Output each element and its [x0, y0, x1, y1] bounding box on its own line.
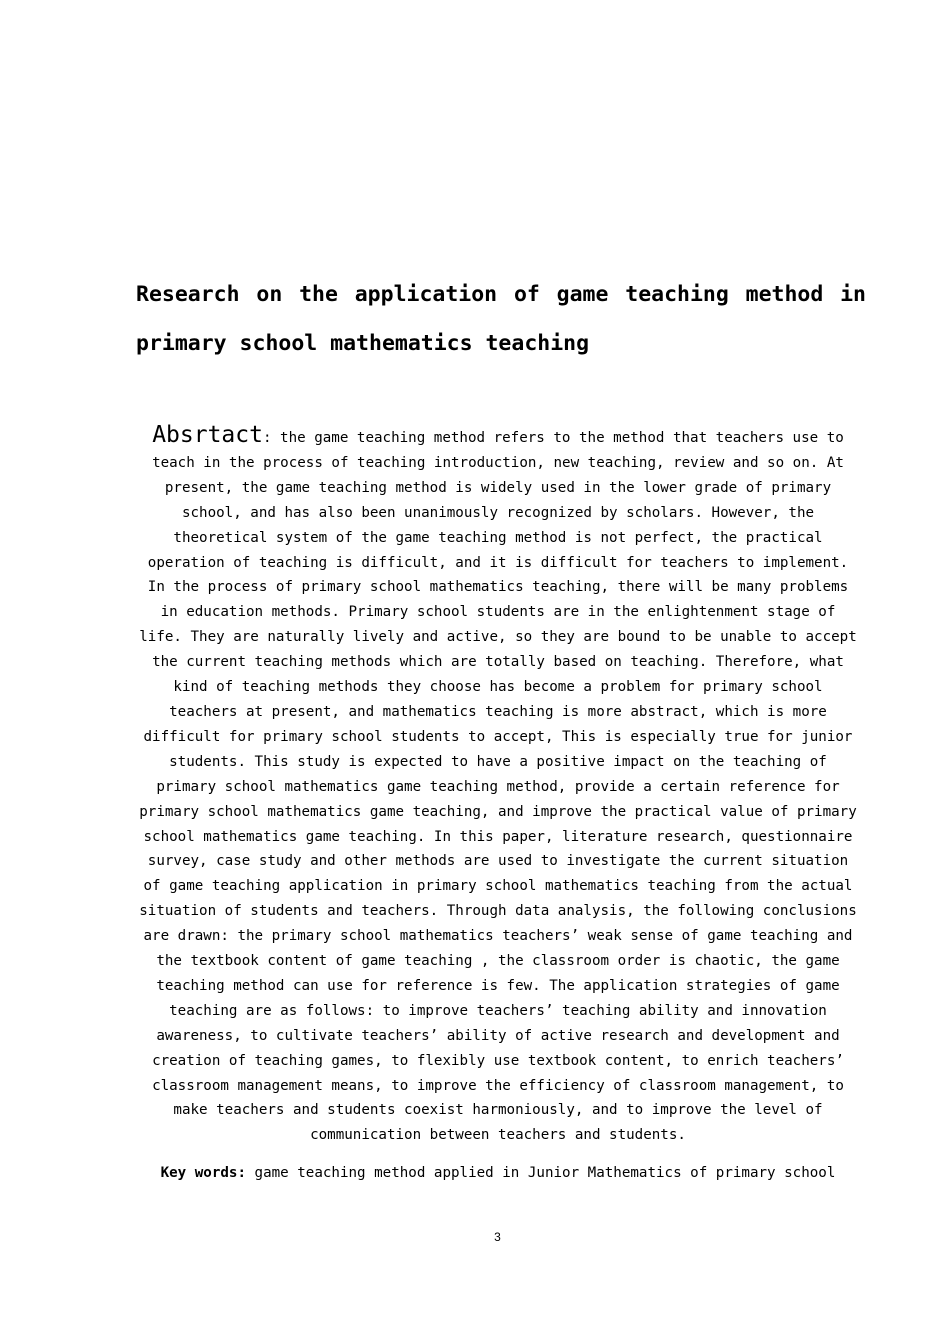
- abstract-paragraph: [136, 423, 860, 1148]
- keywords-label: Key words:: [160, 1165, 247, 1181]
- page-number: 3: [494, 1230, 501, 1244]
- abstract-separator: :: [262, 430, 272, 446]
- abstract-text: the game teaching method refers to the method that teachers use to teach in the process of teaching introduction, new teaching, review and so on. At present, the game teaching method is widely used in the lower grade of primary school, and has also been unanimously recognized by scholars. However, the theoretical system of the game teaching method is not perfect, the practical operation of teaching is difficult, and it is difficult for teachers to implement. In the process of primary school mathematics teaching, there will be many problems in education methods. Primary school students are in the enlightenment stage of life. They are naturally lively and active, so they are bound to be unable to accept the current teaching methods which are totally based on teaching. Therefore, what kind of teaching methods they choose has become a problem for primary school teachers at present, and mathematics teaching is more abstract, which is more difficult for primary school students to accept, This is especially true for junior students. This study is expected to have a positive impact on the teaching of primary school mathematics game teaching method, provide a certain reference for primary school mathematics game teaching, and improve the practical value of primary school mathematics game teaching. In this paper, literature research, questionnaire survey, case study and other methods are used to investigate the current situation of game teaching application in primary school mathematics teaching from the actual situation of students and teachers. Through data analysis, the following conclusions are drawn: the primary school mathematics teachers’ weak sense of game teaching and the textbook content of game teaching , the classroom order is chaotic, the game teaching method can use for reference is few. The application strategies of game teaching are as follows: to improve teachers’ teaching ability and innovation awareness, to cultivate teachers’ ability of active research and development and creation of teaching games, to flexibly use textbook content, to enrich teachers’ classroom management means, to improve the efficiency of classroom management, to make teachers and students coexist harmoniously, and to improve the level of communication between teachers and students.: [139, 430, 857, 1144]
- keywords-line: [136, 1161, 860, 1185]
- keywords-text: game teaching method applied in Junior Mathematics of primary school: [246, 1165, 836, 1181]
- paper-title: Research on the application of game teaching method in primary school mathematics teaching: [136, 282, 866, 356]
- abstract-label: Absrtact: [152, 422, 263, 448]
